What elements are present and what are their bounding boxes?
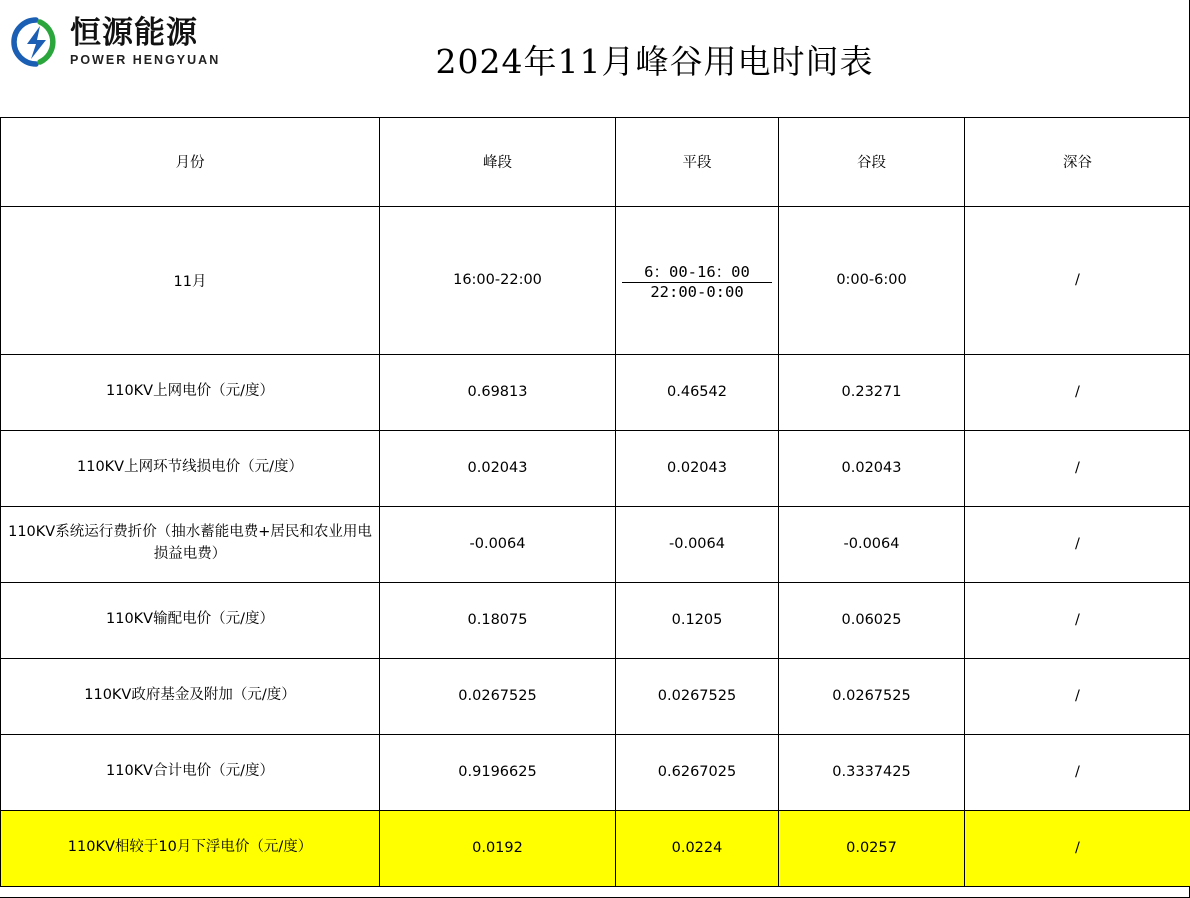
- row-label: 110KV上网电价（元/度）: [1, 354, 380, 430]
- page-title: 2024年11月峰谷用电时间表: [435, 41, 874, 81]
- row-label: 110KV政府基金及附加（元/度）: [1, 658, 380, 734]
- row-value-peak: 0.69813: [380, 354, 616, 430]
- row-value-deep: /: [965, 658, 1190, 734]
- table-row: [1, 506, 1190, 582]
- row-value-valley: 0.02043: [779, 430, 965, 506]
- column-header-peak: 峰段: [380, 118, 616, 206]
- column-header-flat: 平段: [616, 118, 779, 206]
- time-period-row: [1, 206, 1190, 354]
- table-row: [1, 658, 1190, 734]
- peak-time-range: 16:00-22:00: [380, 206, 616, 354]
- row-label: 110KV合计电价（元/度）: [1, 734, 380, 810]
- row-value-peak: 0.9196625: [380, 734, 616, 810]
- row-value-flat: 0.02043: [616, 430, 779, 506]
- row-value-deep: /: [965, 430, 1190, 506]
- flat-time-range-2: 22:00-0:00: [650, 282, 744, 301]
- logo-name-cn: 恒源能源: [70, 14, 198, 51]
- price-table: [0, 118, 1190, 887]
- valley-time-range: 0:00-6:00: [779, 206, 965, 354]
- row-value-deep: /: [965, 810, 1190, 886]
- row-value-flat: 0.0224: [616, 810, 779, 886]
- row-value-flat: -0.0064: [616, 506, 779, 582]
- row-value-valley: 0.0257: [779, 810, 965, 886]
- row-label: 110KV系统运行费折价（抽水蓄能电费+居民和农业用电损益电费）: [1, 506, 380, 582]
- row-value-flat: 0.1205: [616, 582, 779, 658]
- row-value-valley: 0.23271: [779, 354, 965, 430]
- row-value-peak: 0.18075: [380, 582, 616, 658]
- row-value-peak: -0.0064: [380, 506, 616, 582]
- row-label: 110KV输配电价（元/度）: [1, 582, 380, 658]
- row-value-deep: /: [965, 734, 1190, 810]
- table-row: [1, 582, 1190, 658]
- row-value-flat: 0.46542: [616, 354, 779, 430]
- row-value-flat: 0.6267025: [616, 734, 779, 810]
- table-header-row: [1, 118, 1190, 206]
- row-value-valley: -0.0064: [779, 506, 965, 582]
- row-label: 110KV上网环节线损电价（元/度）: [1, 430, 380, 506]
- column-header-month: 月份: [1, 118, 380, 206]
- row-value-peak: 0.02043: [380, 430, 616, 506]
- table-row-highlighted: [1, 810, 1190, 886]
- row-value-deep: /: [965, 506, 1190, 582]
- column-header-deep-valley: 深谷: [965, 118, 1190, 206]
- row-value-deep: /: [965, 582, 1190, 658]
- row-label: 110KV相较于10月下浮电价（元/度）: [1, 810, 380, 886]
- table-row: [1, 734, 1190, 810]
- table-row: [1, 354, 1190, 430]
- row-value-peak: 0.0192: [380, 810, 616, 886]
- row-value-deep: /: [965, 354, 1190, 430]
- flat-time-range-1: 6：00-16：00: [622, 260, 772, 283]
- table-row: [1, 430, 1190, 506]
- column-header-valley: 谷段: [779, 118, 965, 206]
- row-value-valley: 0.0267525: [779, 658, 965, 734]
- row-value-peak: 0.0267525: [380, 658, 616, 734]
- month-cell: 11月: [1, 206, 380, 354]
- row-value-flat: 0.0267525: [616, 658, 779, 734]
- row-value-valley: 0.3337425: [779, 734, 965, 810]
- document-header: [0, 0, 1189, 118]
- flat-time-ranges: [616, 206, 779, 354]
- logo-name-en: POWER HENGYUAN: [70, 52, 221, 67]
- row-value-valley: 0.06025: [779, 582, 965, 658]
- deep-valley-time-range: /: [965, 206, 1190, 354]
